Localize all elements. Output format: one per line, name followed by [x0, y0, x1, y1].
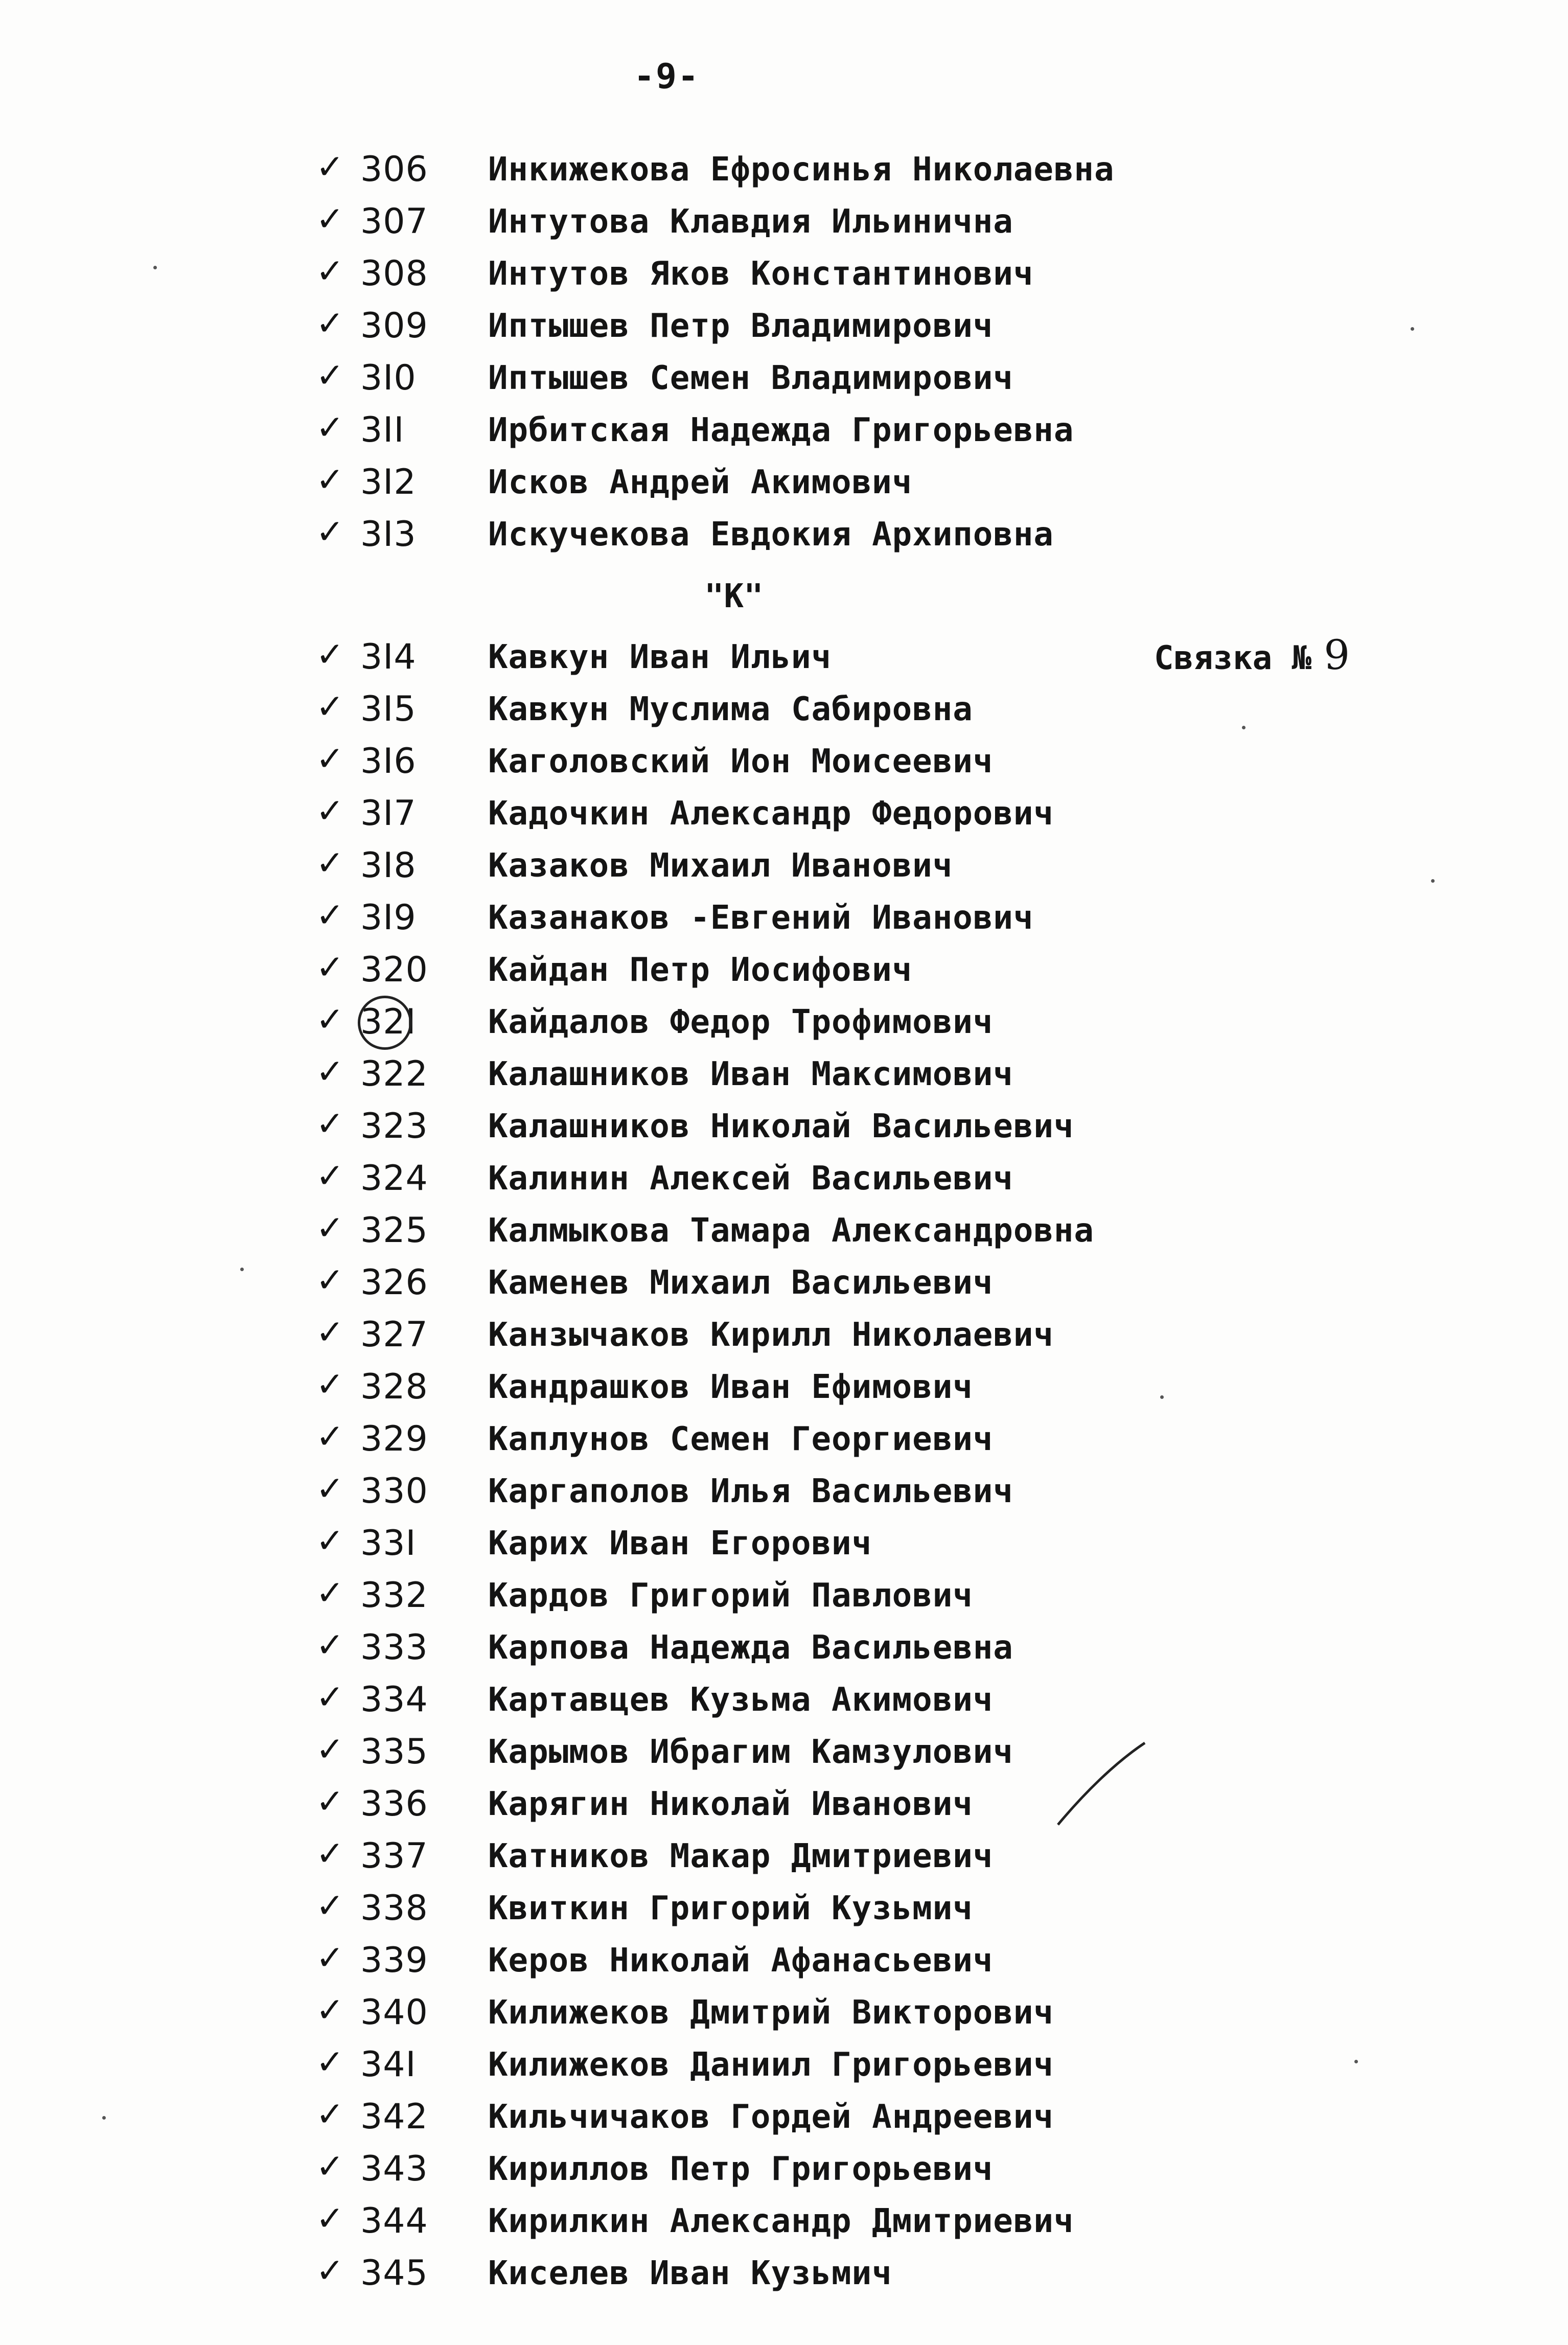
entry-name: Иптышев Семен Владимирович [488, 359, 1013, 397]
checkmark-icon: ✓ [316, 304, 344, 343]
entry-name: Кириллов Петр Григорьевич [488, 2150, 994, 2188]
entry-number: 34I [360, 2044, 417, 2085]
entry-number: 322 [360, 1054, 428, 1094]
entry-number: 336 [360, 1784, 428, 1824]
entry-row [0, 736, 1568, 787]
entry-name: Каголовский Ион Моисеевич [488, 743, 994, 780]
checkmark-icon: ✓ [316, 1313, 344, 1352]
entry-name: Калашников Николай Васильевич [488, 1108, 1074, 1145]
checkmark-icon: ✓ [316, 356, 344, 395]
entry-row [0, 2091, 1568, 2143]
entry-number: 325 [360, 1210, 428, 1251]
entry-row [0, 405, 1568, 456]
entry-name: Киселев Иван Кузьмич [488, 2255, 892, 2292]
entry-row [0, 1674, 1568, 1726]
entry-number: 309 [360, 306, 428, 346]
checkmark-icon: ✓ [316, 1521, 344, 1560]
entry-number: 324 [360, 1158, 428, 1199]
entry-number: 33I [360, 1523, 417, 1564]
checkmark-icon: ✓ [316, 2147, 344, 2186]
entry-row [0, 248, 1568, 300]
paper-speck [1160, 1395, 1164, 1399]
entry-name: Каплунов Семен Георгиевич [488, 1420, 994, 1458]
entry-number: 342 [360, 2097, 428, 2137]
entry-name: Кандрашков Иван Ефимович [488, 1368, 973, 1406]
entry-row [0, 945, 1568, 996]
entry-name: Каргаполов Илья Васильевич [488, 1473, 1013, 1510]
entry-row [0, 1257, 1568, 1308]
entry-number: 345 [360, 2253, 428, 2293]
entry-number: 344 [360, 2201, 428, 2241]
entry-row [0, 2196, 1568, 2247]
entry-name: Ирбитская Надежда Григорьевна [488, 411, 1074, 449]
entry-number: 320 [360, 950, 428, 990]
entry-row [0, 2039, 1568, 2090]
checkmark-icon: ✓ [316, 147, 344, 187]
checkmark-icon: ✓ [316, 1938, 344, 1978]
entry-number: 32I [360, 1002, 417, 1042]
entry-number: 333 [360, 1627, 428, 1668]
entry-number: 3I8 [360, 845, 417, 886]
checkmark-icon: ✓ [316, 251, 344, 291]
entry-row [0, 684, 1568, 735]
entry-row [0, 1049, 1568, 1100]
entry-row [0, 144, 1568, 195]
pen-stroke-mark [1053, 1738, 1155, 1830]
entry-name: Калашников Иван Максимович [488, 1055, 1013, 1093]
checkmark-icon: ✓ [316, 1834, 344, 1873]
entry-row [0, 1831, 1568, 1882]
entry-row [0, 1101, 1568, 1152]
entry-row [0, 1518, 1568, 1569]
checkmark-icon: ✓ [316, 2251, 344, 2290]
checkmark-icon: ✓ [316, 1052, 344, 1091]
checkmark-icon: ✓ [316, 1260, 344, 1300]
entry-name: Кавкун Муслима Сабировна [488, 691, 973, 728]
entry-row [0, 892, 1568, 944]
entry-name: Кайдан Петр Иосифович [488, 951, 913, 989]
entry-number: 323 [360, 1106, 428, 1146]
entry-row [0, 1309, 1568, 1361]
entry-row [0, 1987, 1568, 2038]
entry-number: 3I5 [360, 689, 417, 729]
entry-name: Килижеков Даниил Григорьевич [488, 2046, 1054, 2084]
entry-number: 326 [360, 1262, 428, 1303]
entry-name: Карпова Надежда Васильевна [488, 1629, 1013, 1667]
entry-number: 3I4 [360, 637, 417, 677]
entry-row [0, 1466, 1568, 1517]
checkmark-icon: ✓ [316, 2042, 344, 2082]
entry-row [0, 1622, 1568, 1673]
paper-speck [153, 266, 157, 269]
entry-name: Канзычаков Кирилл Николаевич [488, 1316, 1054, 1354]
checkmark-icon: ✓ [316, 460, 344, 499]
entry-number: 335 [360, 1732, 428, 1772]
checkmark-icon: ✓ [316, 1782, 344, 1821]
entry-name: Интутова Клавдия Ильинична [488, 203, 1013, 241]
paper-speck [1411, 327, 1414, 331]
entry-name: Килижеков Дмитрий Викторович [488, 1994, 1054, 2032]
entry-row [0, 1727, 1568, 1778]
entry-number: 334 [360, 1680, 428, 1720]
entry-number: 308 [360, 254, 428, 294]
entry-name: Карымов Ибрагим Камзулович [488, 1733, 1013, 1771]
checkmark-icon: ✓ [316, 843, 344, 883]
checkmark-icon: ✓ [316, 1417, 344, 1456]
entry-number: 307 [360, 201, 428, 242]
checkmark-icon: ✓ [316, 1208, 344, 1248]
checkmark-icon: ✓ [316, 1469, 344, 1508]
entry-row [0, 1414, 1568, 1465]
checkmark-icon: ✓ [316, 1730, 344, 1769]
bundle-note [1154, 631, 1350, 679]
entry-name: Катников Макар Дмитриевич [488, 1837, 994, 1875]
entry-number: 306 [360, 149, 428, 190]
entry-name: Иптышев Петр Владимирович [488, 307, 994, 345]
checkmark-icon: ✓ [316, 1104, 344, 1143]
checkmark-icon: ✓ [316, 2095, 344, 2134]
entry-number: 338 [360, 1888, 428, 1928]
paper-speck [1242, 726, 1246, 729]
bundle-label: Связка № [1154, 639, 1312, 677]
entry-name: Искучекова Евдокия Архиповна [488, 516, 1054, 554]
entry-name: Калинин Алексей Васильевич [488, 1160, 1013, 1198]
checkmark-icon: ✓ [316, 1000, 344, 1039]
entry-row [0, 301, 1568, 352]
checkmark-icon: ✓ [316, 1156, 344, 1196]
entry-number: 329 [360, 1419, 428, 1459]
entry-row [0, 509, 1568, 560]
entry-name: Исков Андрей Акимович [488, 464, 913, 501]
entry-row [0, 1570, 1568, 1621]
paper-speck [240, 1268, 244, 1271]
entry-name: Калмыкова Тамара Александровна [488, 1212, 1094, 1250]
entry-number: 328 [360, 1367, 428, 1407]
entry-name: Квиткин Григорий Кузьмич [488, 1890, 973, 1927]
paper-speck [1431, 879, 1435, 883]
paper-speck [102, 2116, 106, 2120]
checkmark-icon: ✓ [316, 739, 344, 778]
entry-number: 3I3 [360, 514, 417, 555]
entry-row [0, 1153, 1568, 1204]
checkmark-icon: ✓ [316, 512, 344, 551]
bundle-number-handwritten: 9 [1324, 631, 1350, 679]
entry-row [0, 840, 1568, 891]
entry-number: 340 [360, 1992, 428, 2033]
entry-row [0, 1935, 1568, 1986]
entry-number: 327 [360, 1315, 428, 1355]
checkmark-icon: ✓ [316, 2199, 344, 2238]
circled-number-mark [358, 996, 412, 1050]
entry-name: Казаков Михаил Иванович [488, 847, 953, 885]
entry-number: 3I2 [360, 462, 417, 502]
entry-number: 337 [360, 1836, 428, 1876]
entry-row [0, 353, 1568, 404]
entry-row [0, 788, 1568, 839]
entry-name: Каменев Михаил Васильевич [488, 1264, 994, 1302]
entry-row [0, 1779, 1568, 1830]
checkmark-icon: ✓ [316, 1990, 344, 2030]
section-heading: "К" [704, 578, 764, 615]
entry-row [0, 2248, 1568, 2299]
checkmark-icon: ✓ [316, 1365, 344, 1404]
entry-row [0, 1205, 1568, 1256]
entry-number: 3I6 [360, 741, 417, 781]
entry-number: 3I0 [360, 358, 417, 398]
entry-number: 3I7 [360, 793, 417, 834]
entry-name: Карих Иван Егорович [488, 1525, 872, 1562]
entry-name: Кардов Григорий Павлович [488, 1577, 973, 1615]
entry-number: 339 [360, 1940, 428, 1981]
entry-name: Кайдалов Федор Трофимович [488, 1003, 994, 1041]
page-number: -9- [634, 56, 700, 97]
entry-row [0, 997, 1568, 1048]
entry-row [0, 1883, 1568, 1934]
entry-name: Карягин Николай Иванович [488, 1785, 973, 1823]
entry-name: Кадочкин Александр Федорович [488, 795, 1054, 833]
entry-name: Кирилкин Александр Дмитриевич [488, 2202, 1074, 2240]
entry-name: Картавцев Кузьма Акимович [488, 1681, 994, 1719]
checkmark-icon: ✓ [316, 408, 344, 447]
entry-name: Интутов Яков Константинович [488, 255, 1034, 293]
checkmark-icon: ✓ [316, 687, 344, 726]
entry-number: 3II [360, 410, 405, 450]
entry-number: 330 [360, 1471, 428, 1511]
entry-row [0, 2144, 1568, 2195]
checkmark-icon: ✓ [316, 1573, 344, 1613]
entry-number: 3I9 [360, 898, 417, 938]
entry-row [0, 196, 1568, 247]
entry-name: Инкижекова Ефросинья Николаевна [488, 151, 1115, 189]
entry-name: Казанаков -Евгений Иванович [488, 899, 1034, 937]
checkmark-icon: ✓ [316, 1625, 344, 1665]
checkmark-icon: ✓ [316, 791, 344, 831]
checkmark-icon: ✓ [316, 895, 344, 935]
entry-number: 332 [360, 1575, 428, 1616]
entry-name: Кильчичаков Гордей Андреевич [488, 2098, 1054, 2136]
checkmark-icon: ✓ [316, 1886, 344, 1925]
entry-row [0, 1362, 1568, 1413]
paper-speck [1354, 2060, 1358, 2063]
entry-name: Керов Николай Афанасьевич [488, 1942, 994, 1980]
entry-number: 343 [360, 2149, 428, 2189]
checkmark-icon: ✓ [316, 635, 344, 674]
checkmark-icon: ✓ [316, 1677, 344, 1717]
checkmark-icon: ✓ [316, 948, 344, 987]
entry-name: Кавкун Иван Ильич [488, 638, 832, 676]
checkmark-icon: ✓ [316, 199, 344, 239]
entry-row [0, 457, 1568, 508]
